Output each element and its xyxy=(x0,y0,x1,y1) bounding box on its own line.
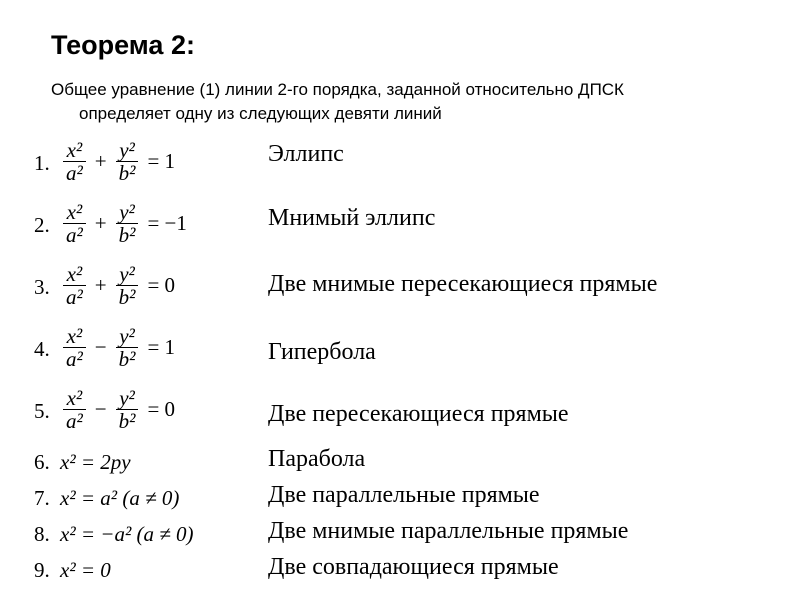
row-number: 7. xyxy=(34,486,50,510)
row-number: 9. xyxy=(34,558,50,582)
curve-name: Мнимый эллипс xyxy=(268,205,436,231)
statement-line-2: определяет одну из следующих девяти линий xyxy=(79,104,442,123)
curve-row-8 xyxy=(0,518,800,552)
right-hand-side: = 1 xyxy=(147,149,176,173)
theorem-title: Теорема 2: xyxy=(51,30,195,60)
row-number: 6. xyxy=(34,450,50,474)
curve-name: Две мнимые пересекающиеся прямые xyxy=(268,271,658,297)
fraction-numerator: x² xyxy=(66,200,83,224)
fraction-denominator: a² xyxy=(63,223,86,246)
curve-name: Две мнимые параллельные прямые xyxy=(268,518,629,544)
curve-row-1 xyxy=(0,135,800,195)
row-number: 2. xyxy=(34,213,50,237)
curve-row-4 xyxy=(0,321,800,381)
equation xyxy=(60,387,181,432)
right-hand-side: = −1 xyxy=(147,211,187,235)
fraction-numerator: x² xyxy=(66,138,83,162)
fraction-denominator: b² xyxy=(116,223,139,246)
curve-name: Эллипс xyxy=(268,141,344,167)
row-number: 1. xyxy=(34,151,50,175)
right-hand-side: = 0 xyxy=(147,273,176,297)
curve-row-6 xyxy=(0,446,800,480)
fraction-numerator: x² xyxy=(66,386,83,410)
operator: − xyxy=(94,335,107,359)
curve-row-2 xyxy=(0,197,800,257)
fraction-numerator: y² xyxy=(119,200,135,224)
row-number: 4. xyxy=(34,337,50,361)
curve-name: Две параллельные прямые xyxy=(268,482,540,508)
fraction-numerator: x² xyxy=(66,262,83,286)
fraction-denominator: b² xyxy=(116,161,139,184)
fraction-denominator: a² xyxy=(63,347,86,370)
right-hand-side: = 0 xyxy=(147,397,176,421)
equation xyxy=(60,201,193,246)
fraction-denominator: b² xyxy=(116,347,139,370)
equation xyxy=(60,325,181,370)
curve-name: Две совпадающиеся прямые xyxy=(268,554,559,580)
row-number: 3. xyxy=(34,275,50,299)
curve-row-5 xyxy=(0,383,800,443)
operator: + xyxy=(94,273,107,297)
fraction-numerator: y² xyxy=(119,262,135,286)
fraction-numerator: y² xyxy=(119,138,135,162)
equation xyxy=(60,139,181,184)
fraction-denominator: b² xyxy=(116,409,139,432)
fraction-denominator: a² xyxy=(63,285,86,308)
equation: x² = −a² (a ≠ 0) xyxy=(60,522,194,546)
operator: − xyxy=(94,397,107,421)
curve-name: Парабола xyxy=(268,446,366,472)
curve-name: Гипербола xyxy=(268,339,376,365)
operator: + xyxy=(94,211,107,235)
row-number: 5. xyxy=(34,399,50,423)
curve-row-7 xyxy=(0,482,800,516)
statement-line-1: Общее уравнение (1) линии 2-го порядка, заданной относительно ДПСК xyxy=(51,80,624,99)
fraction-numerator: y² xyxy=(119,324,135,348)
right-hand-side: = 1 xyxy=(147,335,176,359)
fraction-numerator: y² xyxy=(119,386,135,410)
equation xyxy=(60,263,181,308)
row-number: 8. xyxy=(34,522,50,546)
fraction-denominator: a² xyxy=(63,161,86,184)
equation: x² = a² (a ≠ 0) xyxy=(60,486,180,510)
curve-name: Две пересекающиеся прямые xyxy=(268,401,569,427)
equation: x² = 0 xyxy=(60,558,111,582)
fraction-denominator: a² xyxy=(63,409,86,432)
fraction-numerator: x² xyxy=(66,324,83,348)
operator: + xyxy=(94,149,107,173)
curve-row-9 xyxy=(0,554,800,588)
curve-row-3 xyxy=(0,259,800,319)
fraction-denominator: b² xyxy=(116,285,139,308)
equation: x² = 2py xyxy=(60,450,131,474)
theorem-statement xyxy=(51,78,771,126)
